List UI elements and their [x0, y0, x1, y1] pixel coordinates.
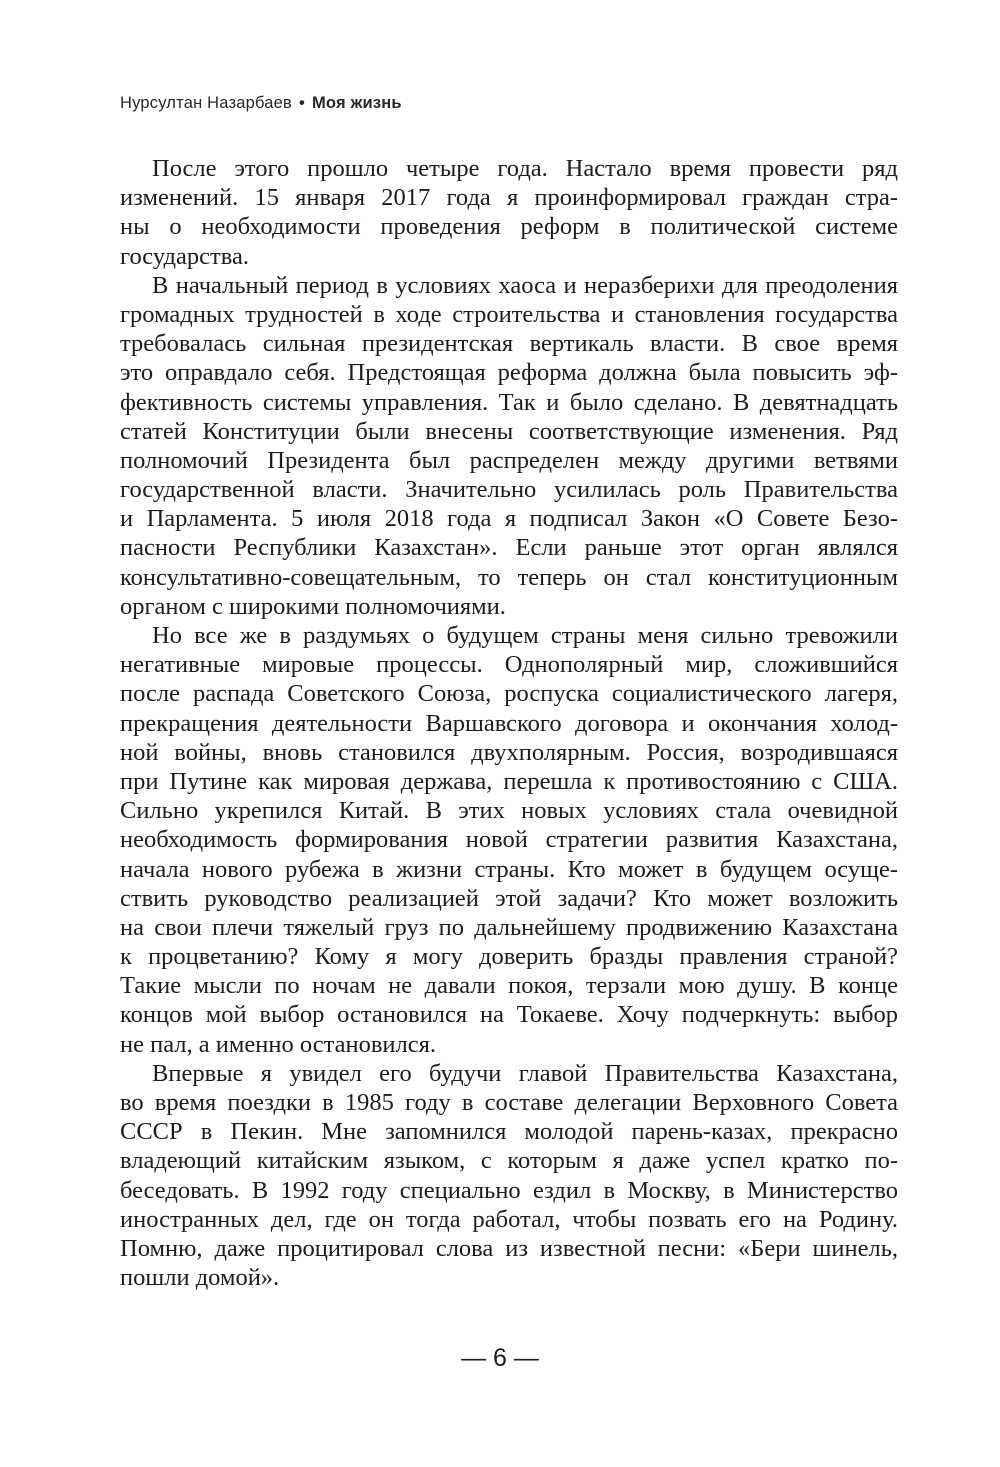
text-line: громадных трудностей в ходе строительства и становления государства: [120, 300, 898, 328]
header-separator: •: [298, 94, 305, 112]
text-line: иностранных дел, где он тогда работал, чтобы позвать его на Родину.: [120, 1205, 898, 1233]
text-line: на свои плечи тяжелый груз по дальнейшему продвижению Казахстана: [120, 913, 898, 941]
text-line: начала нового рубежа в жизни страны. Кто может в будущем осуще-: [120, 855, 898, 883]
body-text: [120, 154, 898, 1292]
running-header: [120, 94, 402, 113]
text-line: консультативно-совещательным, то теперь он стал конституционным: [120, 563, 898, 591]
text-line: Но все же в раздумьях о будущем страны меня сильно тревожили: [152, 622, 898, 649]
text-line: Впервые я увидел его будучи главой Правительства Казахстана,: [152, 1059, 898, 1087]
text-line: В начальный период в условиях хаоса и неразберихи для преодоления: [152, 271, 898, 299]
text-line: фективность системы управления. Так и было сделано. В девятнадцать: [120, 388, 898, 416]
page-number: — 6 —: [461, 1344, 539, 1372]
text-line: и Парламента. 5 июля 2018 года я подписал Закон «О Совете Безо-: [120, 505, 898, 533]
text-line: полномочий Президента был распределен между другими ветвями: [120, 446, 898, 474]
text-line: владеющий китайским языком, с которым я даже успел кратко по-: [120, 1147, 898, 1175]
text-line: при Путине как мировая держава, перешла к противостоянию с США.: [120, 767, 898, 795]
text-line: пасности Республики Казахстан». Если раньше этот орган являлся: [120, 534, 898, 562]
text-line: статей Конституции были внесены соответствующие изменения. Ряд: [120, 417, 898, 445]
paragraph: [120, 1059, 898, 1293]
text-line: прекращения деятельности Варшавского договора и окончания холод-: [120, 709, 898, 737]
text-line: необходимость формирования новой стратегии развития Казахстана,: [120, 826, 898, 854]
text-line: требовалась сильная президентская вертикаль власти. В свое время: [120, 330, 898, 358]
text-line: во время поездки в 1985 году в составе делегации Верховного Совета: [120, 1089, 898, 1116]
text-line: пошли домой».: [120, 1264, 280, 1292]
text-line: После этого прошло четыре года. Настало время провести ряд: [152, 155, 898, 182]
text-line: ны о необходимости проведения реформ в политической системе: [120, 213, 898, 241]
text-line: к процветанию? Кому я могу доверить бразды правления страной?: [120, 943, 898, 971]
text-line: концов мой выбор остановился на Токаеве. Хочу подчеркнуть: выбор: [120, 1001, 898, 1029]
text-line: органом с широкими полномочиями.: [120, 592, 506, 620]
text-line: государства.: [120, 242, 249, 270]
text-line: Такие мысли по ночам не давали покоя, терзали мою душу. В конце: [120, 972, 898, 1000]
text-line: ной войны, вновь становился двухполярным. Россия, возродившаяся: [120, 738, 898, 766]
header-book-title: Моя жизнь: [311, 94, 402, 112]
paragraph: [120, 271, 898, 621]
text-line: Сильно укрепился Китай. В этих новых условиях стала очевидной: [120, 797, 898, 825]
paragraph: [120, 154, 898, 271]
text-line: после распада Советского Союза, роспуска социалистического лагеря,: [120, 680, 898, 708]
paragraph: [120, 621, 898, 1059]
text-line: ствить руководство реализацией этой задачи? Кто может возложить: [120, 884, 898, 912]
text-line: негативные мировые процессы. Однополярный мир, сложившийся: [120, 651, 898, 679]
text-line: СССР в Пекин. Мне запомнился молодой парень-казах, прекрасно: [120, 1118, 898, 1146]
text-line: не пал, а именно остановился.: [120, 1030, 437, 1058]
text-line: Помню, даже процитировал слова из известной песни: «Бери шинель,: [120, 1234, 898, 1262]
text-line: государственной власти. Значительно усилилась роль Правительства: [120, 476, 898, 504]
header-author: Нурсултан Назарбаев: [120, 94, 292, 112]
text-line: изменений. 15 января 2017 года я проинформировал граждан стра-: [120, 184, 898, 212]
text-line: беседовать. В 1992 году специально ездил в Москву, в Министерство: [120, 1176, 898, 1204]
text-line: это оправдало себя. Предстоящая реформа должна была повысить эф-: [120, 359, 898, 387]
